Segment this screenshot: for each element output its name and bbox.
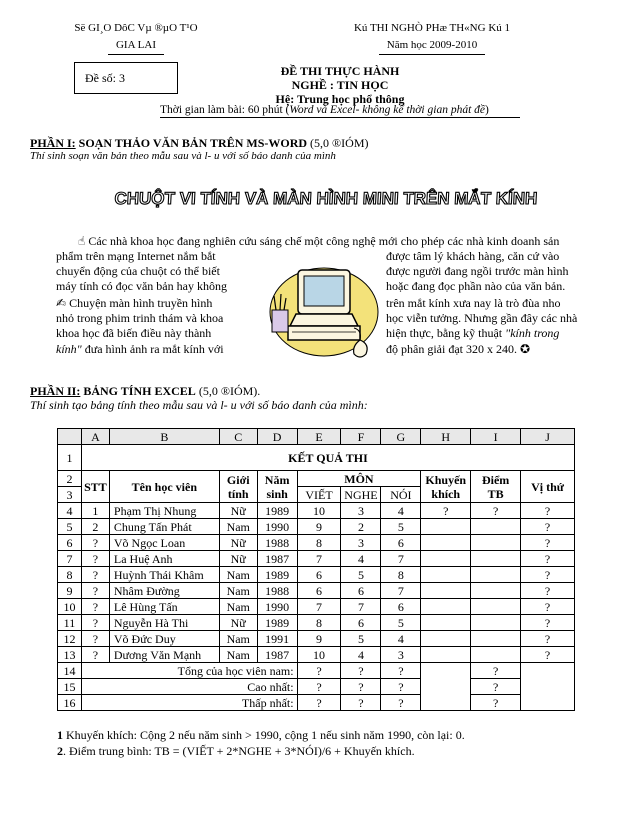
table-row	[58, 583, 575, 599]
title-row	[58, 445, 575, 471]
cell-writing: 10	[297, 647, 341, 663]
row-number: 11	[58, 615, 82, 631]
header-writing: VIẾT	[297, 487, 341, 503]
note-2-number: 2	[57, 744, 63, 758]
cell-gender: Nam	[219, 567, 257, 583]
exam-header	[318, 20, 546, 55]
cell-gender: Nữ	[219, 535, 257, 551]
cell-stt: 2	[81, 519, 109, 535]
cell-year: 1987	[257, 647, 297, 663]
part2-title: BẢNG TÍNH EXCEL	[80, 384, 196, 398]
cell-listening: 5	[341, 567, 381, 583]
cell-name: Nhâm Đường	[109, 583, 219, 599]
cell-name: La Huệ Anh	[109, 551, 219, 567]
sheet-title: KẾT QUẢ THI	[81, 445, 574, 471]
cell-average	[471, 647, 521, 663]
p1-left-line: phẩm trên mạng Internet nắm bắt	[56, 249, 216, 263]
cell-rank: ?	[521, 567, 575, 583]
writing-hand-icon: ✍	[56, 296, 67, 310]
cell-bonus	[421, 599, 471, 615]
wordart-title	[114, 178, 538, 212]
header-year-1: Năm	[264, 472, 290, 487]
header-rank: Vị thứ	[521, 471, 575, 503]
cell-bonus	[421, 567, 471, 583]
header-subjects: MÔN	[297, 471, 421, 487]
cell-writing: 6	[297, 567, 341, 583]
cell-speaking: 3	[381, 647, 421, 663]
agency-header	[52, 20, 220, 55]
header-speaking: NÓI	[381, 487, 421, 503]
cell-speaking: 5	[381, 615, 421, 631]
summary-rank-empty	[521, 663, 575, 711]
summary-speaking: ?	[381, 679, 421, 695]
cell-name: Võ Ngọc Loan	[109, 535, 219, 551]
table-row	[58, 647, 575, 663]
part1-label: PHẦN I:	[30, 136, 76, 150]
note-2-text: . Điểm trung bình: TB = (VIẾT + 2*NGHE + 3*NÓI)/6 + Khuyến khích.	[63, 744, 415, 758]
header-average-2: TB	[487, 486, 504, 501]
cell-name: Lê Hùng Tấn	[109, 599, 219, 615]
cell-listening: 4	[341, 551, 381, 567]
cell-year: 1989	[257, 503, 297, 519]
sun-icon: ✪	[519, 341, 531, 356]
cell-writing: 7	[297, 599, 341, 615]
p1-right-line: được người đang ngồi trước màn hình	[386, 264, 569, 279]
cell-bonus	[421, 535, 471, 551]
cell-speaking: 4	[381, 503, 421, 519]
cell-stt: ?	[81, 599, 109, 615]
cell-bonus	[421, 615, 471, 631]
cell-average	[471, 567, 521, 583]
table-row	[58, 599, 575, 615]
part1-instruction: Thí sinh soạn văn bản theo mẫu sau và l- u với số báo danh của mình	[30, 150, 336, 162]
cell-average: ?	[471, 503, 521, 519]
summary-speaking: ?	[381, 663, 421, 679]
cell-year: 1987	[257, 551, 297, 567]
exam-code-box: Đề số: 3	[74, 62, 178, 94]
cell-year: 1990	[257, 599, 297, 615]
col-letter: H	[421, 429, 471, 445]
p2-left-text: Chuyện màn hình truyền hình	[69, 296, 213, 310]
cell-listening: 6	[341, 583, 381, 599]
row-number: 6	[58, 535, 82, 551]
row-number: 12	[58, 631, 82, 647]
cell-name: Võ Đức Duy	[109, 631, 219, 647]
row-number: 14	[58, 663, 82, 679]
cell-writing: 9	[297, 631, 341, 647]
cell-speaking: 6	[381, 535, 421, 551]
header-gender-1: Giới	[226, 472, 250, 487]
p2-right-text: hiện thực, bằng kỹ thuật	[386, 326, 506, 341]
part1-score: (5,0 ®IÓM)	[307, 136, 369, 150]
summary-writing: ?	[297, 695, 341, 711]
note-2	[57, 744, 415, 759]
col-letter: D	[257, 429, 297, 445]
summary-bonus-empty	[421, 663, 471, 711]
p2-left-line: khoa học đã biến điều này thành	[56, 326, 212, 341]
time-prefix: Thời gian làm bài: 60 phút (	[160, 104, 290, 116]
header-bonus-2: khích	[431, 486, 461, 501]
p2-left-line	[56, 296, 264, 311]
pointer-hand-icon: ☝	[78, 234, 86, 248]
p2-left-line	[56, 342, 264, 357]
row-number: 10	[58, 599, 82, 615]
cell-speaking: 4	[381, 631, 421, 647]
note-1-text: Khuyến khích: Cộng 2 nếu năm sinh > 1990, cộng 1 nếu sinh năm 1990, còn lại: 0.	[63, 728, 465, 742]
p2-right-line: trên mắt kính xưa nay là trò đùa nho	[386, 296, 561, 310]
cell-year: 1989	[257, 615, 297, 631]
corner-cell	[58, 429, 82, 445]
cell-writing: 8	[297, 535, 341, 551]
column-letter-row	[58, 429, 575, 445]
note-1	[57, 728, 465, 743]
table-row	[58, 631, 575, 647]
header-year-2: sinh	[266, 486, 288, 501]
header-bonus	[421, 471, 471, 503]
cell-stt: ?	[81, 551, 109, 567]
title-line2: NGHỀ : TIN HỌC	[291, 78, 389, 92]
cell-rank: ?	[521, 631, 575, 647]
cell-gender: Nữ	[219, 551, 257, 567]
computer-clipart	[268, 256, 380, 360]
row-number: 3	[58, 487, 82, 503]
p2-left-line: nhỏ trong phim trinh thám và khoa	[56, 311, 224, 326]
row-number: 7	[58, 551, 82, 567]
paragraph1-left	[56, 249, 264, 295]
summary-label: Cao nhất:	[81, 679, 297, 695]
cell-gender: Nam	[219, 631, 257, 647]
cell-writing: 10	[297, 503, 341, 519]
note-1-number: 1	[57, 728, 63, 742]
p2-right-line: học viễn tưởng. Nhưng gần đây các nhà	[386, 311, 578, 326]
p2-right-last: độ phân giải đạt 320 x 240.	[386, 341, 517, 356]
cell-year: 1991	[257, 631, 297, 647]
p2-right-line	[386, 342, 600, 357]
cell-average	[471, 599, 521, 615]
exam-line1: Kú THI NGHÒ PHæ TH«NG Kú 1	[353, 22, 511, 34]
row-number: 16	[58, 695, 82, 711]
cell-average	[471, 631, 521, 647]
paragraph1-text: Các nhà khoa học đang nghiên cứu sáng chế một công nghệ mới cho phép các nhà kinh doanh sản	[88, 234, 560, 248]
cell-stt: ?	[81, 535, 109, 551]
cell-writing: 7	[297, 551, 341, 567]
header-row-1	[58, 471, 575, 487]
student-rows	[58, 503, 575, 663]
header-year	[257, 471, 297, 503]
cell-average	[471, 519, 521, 535]
summary-speaking: ?	[381, 695, 421, 711]
cell-gender: Nam	[219, 599, 257, 615]
row-number: 2	[58, 471, 82, 487]
cell-bonus	[421, 551, 471, 567]
cell-year: 1989	[257, 567, 297, 583]
time-note: Word và Excel- không kể thời gian phát đề	[289, 104, 485, 116]
cell-rank: ?	[521, 599, 575, 615]
col-letter: B	[109, 429, 219, 445]
cell-bonus	[421, 583, 471, 599]
summary-average: ?	[471, 663, 521, 679]
cell-average	[471, 615, 521, 631]
cell-listening: 6	[341, 615, 381, 631]
col-letter: I	[471, 429, 521, 445]
cell-name: Huỳnh Thái Khâm	[109, 567, 219, 583]
part2-heading	[30, 384, 260, 399]
grade-sheet	[57, 428, 575, 711]
cell-bonus	[421, 631, 471, 647]
cell-stt: ?	[81, 647, 109, 663]
cell-rank: ?	[521, 647, 575, 663]
p1-right-line: được tâm lý khách hàng, căn cứ vào	[386, 249, 560, 263]
p2-left-italic: kính"	[56, 341, 82, 356]
cell-listening: 2	[341, 519, 381, 535]
header-gender-2: tính	[227, 486, 249, 501]
col-letter: A	[81, 429, 109, 445]
cell-gender: Nữ	[219, 503, 257, 519]
row-number: 15	[58, 679, 82, 695]
title-line1: ĐỀ THI THỰC HÀNH	[280, 64, 400, 78]
cell-rank: ?	[521, 535, 575, 551]
summary-listening: ?	[341, 695, 381, 711]
p1-left-line: chuyển động của chuột có thể biết	[56, 264, 220, 279]
time-line	[160, 104, 520, 118]
summary-row	[58, 695, 575, 711]
cell-name: Phạm Thị Nhung	[109, 503, 219, 519]
cell-listening: 7	[341, 599, 381, 615]
header-average-1: Điểm	[481, 472, 510, 487]
header-name: Tên học viên	[109, 471, 219, 503]
cell-speaking: 7	[381, 583, 421, 599]
cell-stt: 1	[81, 503, 109, 519]
cell-year: 1988	[257, 583, 297, 599]
header-listening: NGHE	[341, 487, 381, 503]
row-number: 9	[58, 583, 82, 599]
cell-average	[471, 583, 521, 599]
col-letter: C	[219, 429, 257, 445]
cell-speaking: 6	[381, 599, 421, 615]
part1-heading	[30, 136, 369, 151]
cell-listening: 3	[341, 535, 381, 551]
header-gender	[219, 471, 257, 503]
row-number: 13	[58, 647, 82, 663]
wordart-text: CHUỘT VI TÍNH VÀ MÀN HÌNH MINI TRÊN MẮT KÍNH	[114, 189, 538, 208]
paragraph1-first-line	[78, 234, 598, 249]
cell-name: Nguyễn Hà Thi	[109, 615, 219, 631]
time-suffix: )	[485, 104, 489, 116]
summary-average: ?	[471, 695, 521, 711]
cell-bonus	[421, 647, 471, 663]
cell-rank: ?	[521, 615, 575, 631]
cell-gender: Nam	[219, 647, 257, 663]
summary-writing: ?	[297, 663, 341, 679]
cell-year: 1988	[257, 535, 297, 551]
p1-left-line: máy tính có đọc văn bản hay không	[56, 279, 227, 294]
col-letter: J	[521, 429, 575, 445]
paragraph1-right	[386, 249, 600, 295]
agency-line2: GIA LAI	[108, 37, 164, 55]
cell-year: 1990	[257, 519, 297, 535]
summary-listening: ?	[341, 679, 381, 695]
cell-average	[471, 551, 521, 567]
cell-bonus	[421, 519, 471, 535]
table-row	[58, 551, 575, 567]
exam-title	[180, 64, 500, 106]
header-average	[471, 471, 521, 503]
cell-listening: 4	[341, 647, 381, 663]
table-row	[58, 519, 575, 535]
cell-stt: ?	[81, 615, 109, 631]
part1-title: SOẠN THẢO VĂN BẢN TRÊN MS-WORD	[75, 136, 308, 150]
agency-line1: Së GI¸O DôC Vµ ®µO T¹O	[74, 22, 198, 34]
cell-speaking: 5	[381, 519, 421, 535]
cell-writing: 9	[297, 519, 341, 535]
cell-bonus: ?	[421, 503, 471, 519]
table-row	[58, 615, 575, 631]
cell-rank: ?	[521, 503, 575, 519]
row-number: 1	[58, 445, 82, 471]
summary-listening: ?	[341, 663, 381, 679]
part2-instruction: Thí sinh tạo bảng tính theo mẫu sau và l- u với số báo danh của mình:	[30, 398, 368, 412]
cell-listening: 5	[341, 631, 381, 647]
paragraph2-right	[386, 296, 600, 357]
cell-rank: ?	[521, 583, 575, 599]
cell-writing: 6	[297, 583, 341, 599]
summary-row	[58, 679, 575, 695]
header-bonus-1: Khuyến	[425, 472, 467, 487]
summary-writing: ?	[297, 679, 341, 695]
part2-label: PHẦN II:	[30, 384, 81, 398]
p2-left-rest: đưa hình ảnh ra mắt kính với	[81, 341, 224, 356]
col-letter: G	[381, 429, 421, 445]
header-stt: STT	[81, 471, 109, 503]
cell-speaking: 7	[381, 551, 421, 567]
cell-stt: ?	[81, 631, 109, 647]
cell-rank: ?	[521, 519, 575, 535]
cell-name: Dương Văn Mạnh	[109, 647, 219, 663]
cell-listening: 3	[341, 503, 381, 519]
cell-rank: ?	[521, 551, 575, 567]
p2-right-italic: "kính trong	[505, 326, 560, 341]
col-letter: E	[297, 429, 341, 445]
cell-stt: ?	[81, 583, 109, 599]
row-number: 4	[58, 503, 82, 519]
title-line3: Hệ: Trung học phổ thông	[275, 92, 405, 106]
part2-score: (5,0 ®IÓM).	[195, 384, 261, 398]
cell-writing: 8	[297, 615, 341, 631]
table-row	[58, 503, 575, 519]
summary-label: Tổng của học viên nam:	[81, 663, 297, 679]
summary-row	[58, 663, 575, 679]
summary-label: Thấp nhất:	[81, 695, 297, 711]
col-letter: F	[341, 429, 381, 445]
cell-gender: Nam	[219, 583, 257, 599]
cell-average	[471, 535, 521, 551]
cell-name: Chung Tấn Phát	[109, 519, 219, 535]
cell-speaking: 8	[381, 567, 421, 583]
summary-average: ?	[471, 679, 521, 695]
school-year: Năm học 2009-2010	[379, 37, 485, 55]
paragraph2-left	[56, 296, 264, 357]
p2-right-line	[386, 326, 600, 341]
cell-gender: Nam	[219, 519, 257, 535]
table-row	[58, 535, 575, 551]
row-number: 8	[58, 567, 82, 583]
table-row	[58, 567, 575, 583]
cell-gender: Nữ	[219, 615, 257, 631]
row-number: 5	[58, 519, 82, 535]
cell-stt: ?	[81, 567, 109, 583]
p1-right-line: hoặc đang đọc phần nào của văn bản.	[386, 279, 566, 294]
